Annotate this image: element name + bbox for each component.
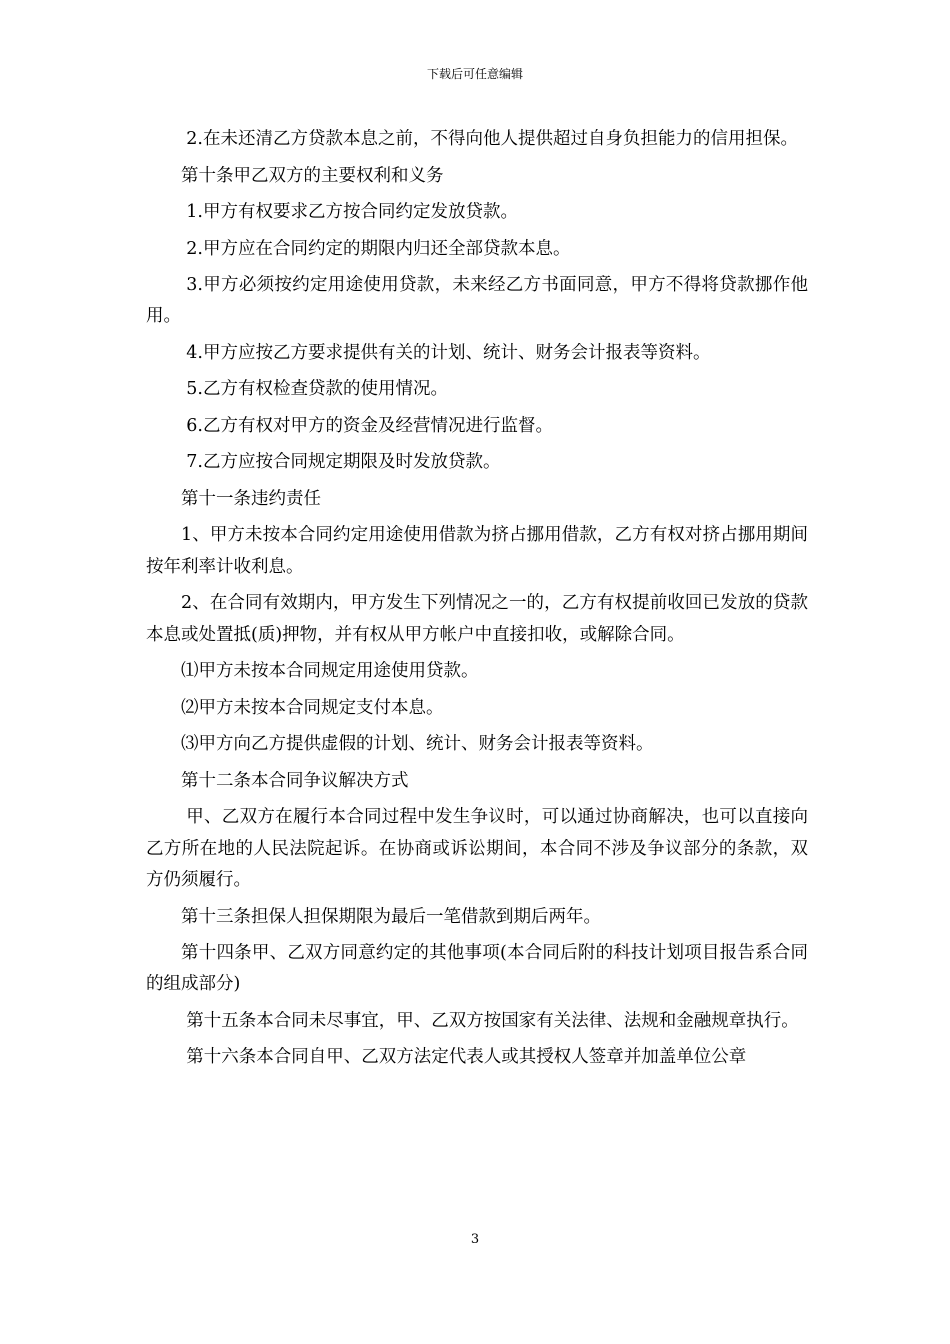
paragraph: 甲、乙双方在履行本合同过程中发生争议时，可以通过协商解决，也可以直接向乙方所在地的人民法院起诉。在协商或诉讼期间，本合同不涉及争议部分的条款，双方仍须履行。 [146, 807, 808, 891]
section-heading: 第十条甲乙双方的主要权利和义务 [181, 165, 444, 186]
paragraph: 3.甲方必须按约定用途使用贷款，未来经乙方书面同意，甲方不得将贷款挪作他用。 [146, 275, 808, 327]
paragraph: 4.甲方应按乙方要求提供有关的计划、统计、财务会计报表等资料。 [186, 342, 711, 363]
page-header: 下载后可任意编辑 [426, 67, 523, 81]
paragraph: 6.乙方有权对甲方的资金及经营情况进行监督。 [186, 415, 553, 436]
paragraph: 7.乙方应按合同规定期限及时发放贷款。 [186, 452, 501, 473]
document-body [146, 124, 808, 1079]
paragraph: 1、甲方未按本合同约定用途使用借款为挤占挪用借款，乙方有权对挤占挪用期间按年利率计收利息。 [146, 525, 808, 577]
section-heading: 第十二条本合同争议解决方式 [181, 770, 409, 791]
paragraph: ⑶甲方向乙方提供虚假的计划、统计、财务会计报表等资料。 [181, 734, 654, 755]
paragraph: 第十五条本合同未尽事宜，甲、乙双方按国家有关法律、法规和金融规章执行。 [186, 1010, 799, 1031]
page-number: 3 [470, 1232, 480, 1247]
paragraph: 第十三条担保人担保期限为最后一笔借款到期后两年。 [181, 906, 601, 927]
paragraph: 2、在合同有效期内，甲方发生下列情况之一的，乙方有权提前收回已发放的贷款本息或处置抵(质)押物，并有权从甲方帐户中直接扣收，或解除合同。 [146, 593, 808, 645]
paragraph: ⑵甲方未按本合同规定支付本息。 [181, 697, 444, 718]
paragraph: 2.甲方应在合同约定的期限内归还全部贷款本息。 [186, 238, 571, 259]
paragraph: 第十四条甲、乙双方同意约定的其他事项(本合同后附的科技计划项目报告系合同的组成部分) [146, 943, 808, 995]
paragraph: 5.乙方有权检查贷款的使用情况。 [186, 379, 448, 400]
section-heading: 第十一条违约责任 [181, 488, 321, 509]
paragraph: 1.甲方有权要求乙方按合同约定发放贷款。 [186, 202, 518, 222]
paragraph: 2.在未还清乙方贷款本息之前，不得向他人提供超过自身负担能力的信用担保。 [186, 129, 798, 149]
paragraph: ⑴甲方未按本合同规定用途使用贷款。 [181, 661, 479, 682]
paragraph: 第十六条本合同自甲、乙双方法定代表人或其授权人签章并加盖单位公章 [186, 1047, 747, 1068]
